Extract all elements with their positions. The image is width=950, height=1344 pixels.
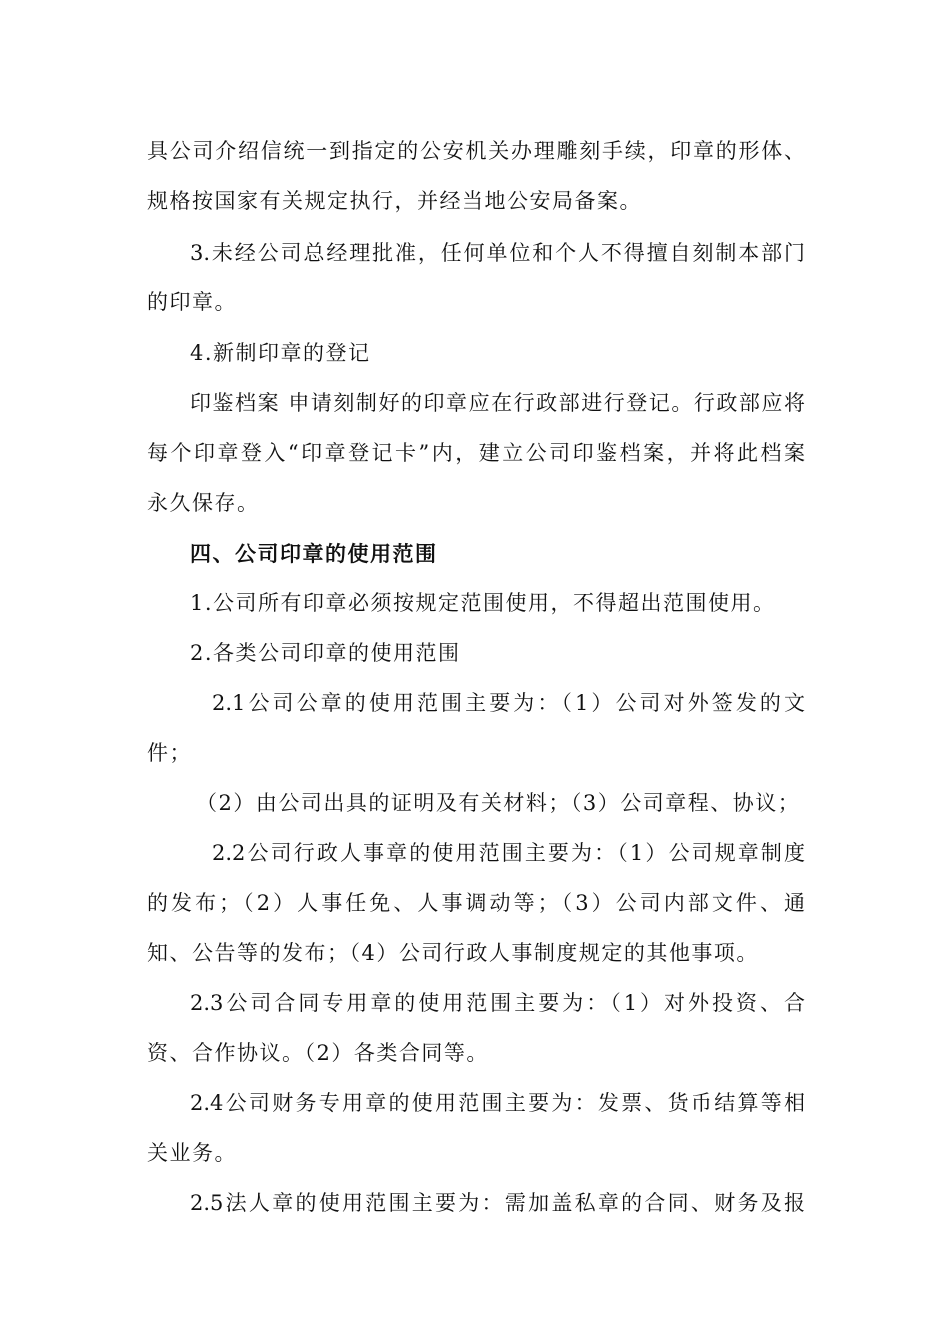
text-line: 3.未经公司总经理批准，任何单位和个人不得擅自刻制本部门: [190, 241, 805, 265]
section-heading: 四、公司印章的使用范围: [190, 541, 438, 566]
text-line: 每个印章登入“印章登记卡”内，建立公司印鉴档案，并将此档案: [147, 441, 805, 465]
text-line: 具公司介绍信统一到指定的公安机关办理雕刻手续，印章的形体、: [147, 139, 805, 163]
text-line: 1.公司所有印章必须按规定范围使用，不得超出范围使用。: [190, 591, 776, 615]
text-line: 4.新制印章的登记: [190, 341, 371, 365]
text-line: 件；: [147, 741, 192, 765]
text-line: 关业务。: [147, 1141, 237, 1165]
text-line: 永久保存。: [147, 491, 260, 515]
text-line: 2.5法人章的使用范围主要为：需加盖私章的合同、财务及报: [190, 1191, 805, 1215]
text-line: 知、公告等的发布；（4）公司行政人事制度规定的其他事项。: [147, 941, 759, 965]
text-line: 印鉴档案 申请刻制好的印章应在行政部进行登记。行政部应将: [190, 391, 805, 415]
text-line: 资、合作协议。（2）各类合同等。: [147, 1041, 489, 1065]
text-line: 的发布；（2）人事任免、人事调动等；（3）公司内部文件、通: [147, 891, 805, 915]
text-line: 2.各类公司印章的使用范围: [190, 641, 461, 665]
text-line: （2）由公司出具的证明及有关材料；（3）公司章程、协议；: [196, 791, 801, 815]
text-line: 规格按国家有关规定执行，并经当地公安局备案。: [147, 189, 642, 213]
text-line: 2.3公司合同专用章的使用范围主要为：（1）对外投资、合: [190, 991, 805, 1015]
text-line: 2.1公司公章的使用范围主要为：（1）公司对外签发的文: [212, 691, 805, 715]
text-line: 2.2公司行政人事章的使用范围主要为：（1）公司规章制度: [212, 841, 805, 865]
text-line: 的印章。: [147, 290, 237, 314]
text-line: 2.4公司财务专用章的使用范围主要为：发票、货币结算等相: [190, 1091, 805, 1115]
